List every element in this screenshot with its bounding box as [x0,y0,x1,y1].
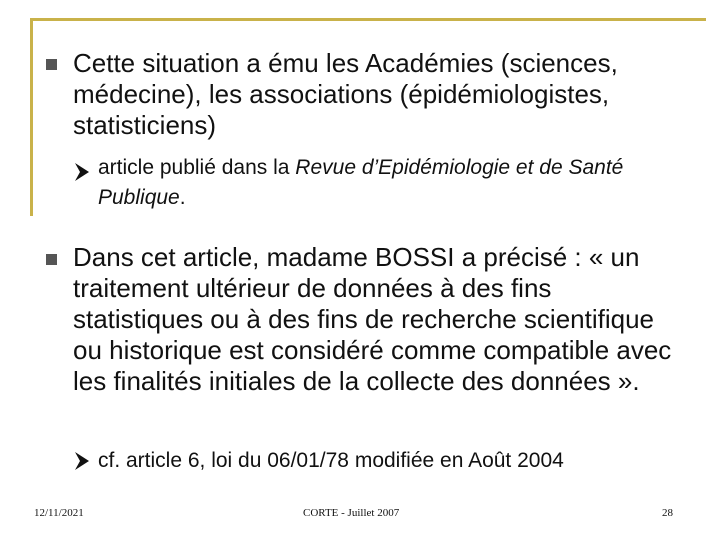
footer-title: CORTE - Juillet 2007 [303,507,400,519]
journal-title: Revue d’Epidémiologie et de Santé Publique [98,156,624,209]
page-number: 28 [662,507,673,519]
arrowhead-bullet-icon [73,451,91,471]
sub-bullet-prefix: article publié dans la [98,156,296,179]
square-bullet-icon [46,254,57,265]
footer-date: 12/11/2021 [34,507,84,519]
decorative-frame-top [30,18,706,21]
bullet-text: Dans cet article, madame BOSSI a précisé : « un traitement ultérieur de données à des fins statistiques ou à des fins de recherche scientifique ou historique est considéré comme compatible avec les finalités initiales de la collecte des données ». [73,242,672,396]
bullet-text: Cette situation a ému les Académies (sciences, médecine), les associations (épidémiologistes, statisticiens) [73,48,618,140]
decorative-frame-left [30,18,33,216]
sub-bullet-suffix: . [179,186,186,209]
sub-bullet-text: cf. article 6, loi du 06/01/78 modifiée en Août 2004 [98,449,564,472]
square-bullet-icon [46,59,57,70]
arrowhead-bullet-icon [73,162,91,182]
sub-bullet-text [98,153,668,213]
